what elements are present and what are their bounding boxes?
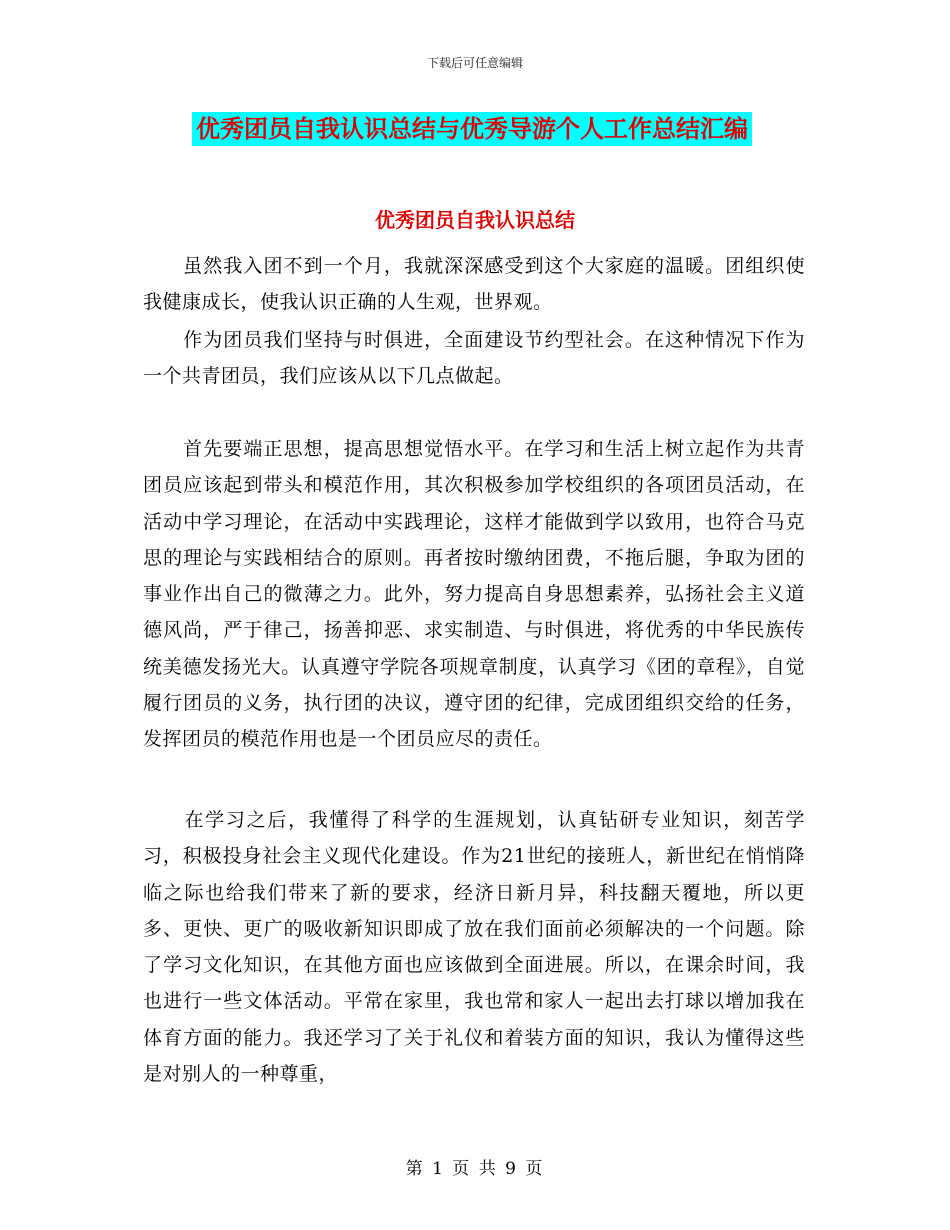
section-title: 优秀团员自我认识总结	[375, 208, 575, 232]
paragraph-2: 作为团员我们坚持与时俱进，全面建设节约型社会。在这种情况下作为一个共青团员，我们应该从以下几点做起。	[143, 329, 805, 388]
main-title: 优秀团员自我认识总结与优秀导游个人工作总结汇编	[192, 112, 752, 146]
paragraph-1: 虽然我入团不到一个月，我就深深感受到这个大家庭的温暖。团组织使我健康成长，使我认识正确的人生观，世界观。	[143, 255, 805, 314]
header-note: 下载后可任意编辑	[426, 56, 523, 70]
main-title-container	[192, 112, 752, 146]
page-number-footer: 第 1 页 共 9 页	[405, 1159, 545, 1179]
paragraph-4: 在学习之后，我懂得了科学的生涯规划，认真钻研专业知识，刻苦学习，积极投身社会主义现代化建设。作为21世纪的接班人，新世纪在悄悄降临之际也给我们带来了新的要求，经济日新月异，科技翻天覆地，所以更多、更快、更广的吸收新知识即成了放在我们面前必须解决的一个问题。除了学习文化知识，在其他方面也应该做到全面进展。所以，在课余时间，我也进行一些文体活动。平常在家里，我也常和家人一起出去打球以增加我在体育方面的能力。我还学习了关于礼仪和着装方面的知识，我认为懂得这些是对别人的一种尊重，	[143, 809, 805, 1086]
paragraph-3: 首先要端正思想，提高思想觉悟水平。在学习和生活上树立起作为共青团员应该起到带头和模范作用，其次积极参加学校组织的各项团员活动，在活动中学习理论，在活动中实践理论，这样才能做到学以致用，也符合马克思的理论与实践相结合的原则。再者按时缴纳团费，不拖后腿，争取为团的事业作出自己的微薄之力。此外，努力提高自身思想素养，弘扬社会主义道德风尚，严于律己，扬善抑恶、求实制造、与时俱进，将优秀的中华民族传统美德发扬光大。认真遵守学院各项规章制度，认真学习《团的章程》，自觉履行团员的义务，执行团的决议，遵守团的纪律，完成团组织交给的任务，发挥团员的模范作用也是一个团员应尽的责任。	[143, 438, 805, 751]
